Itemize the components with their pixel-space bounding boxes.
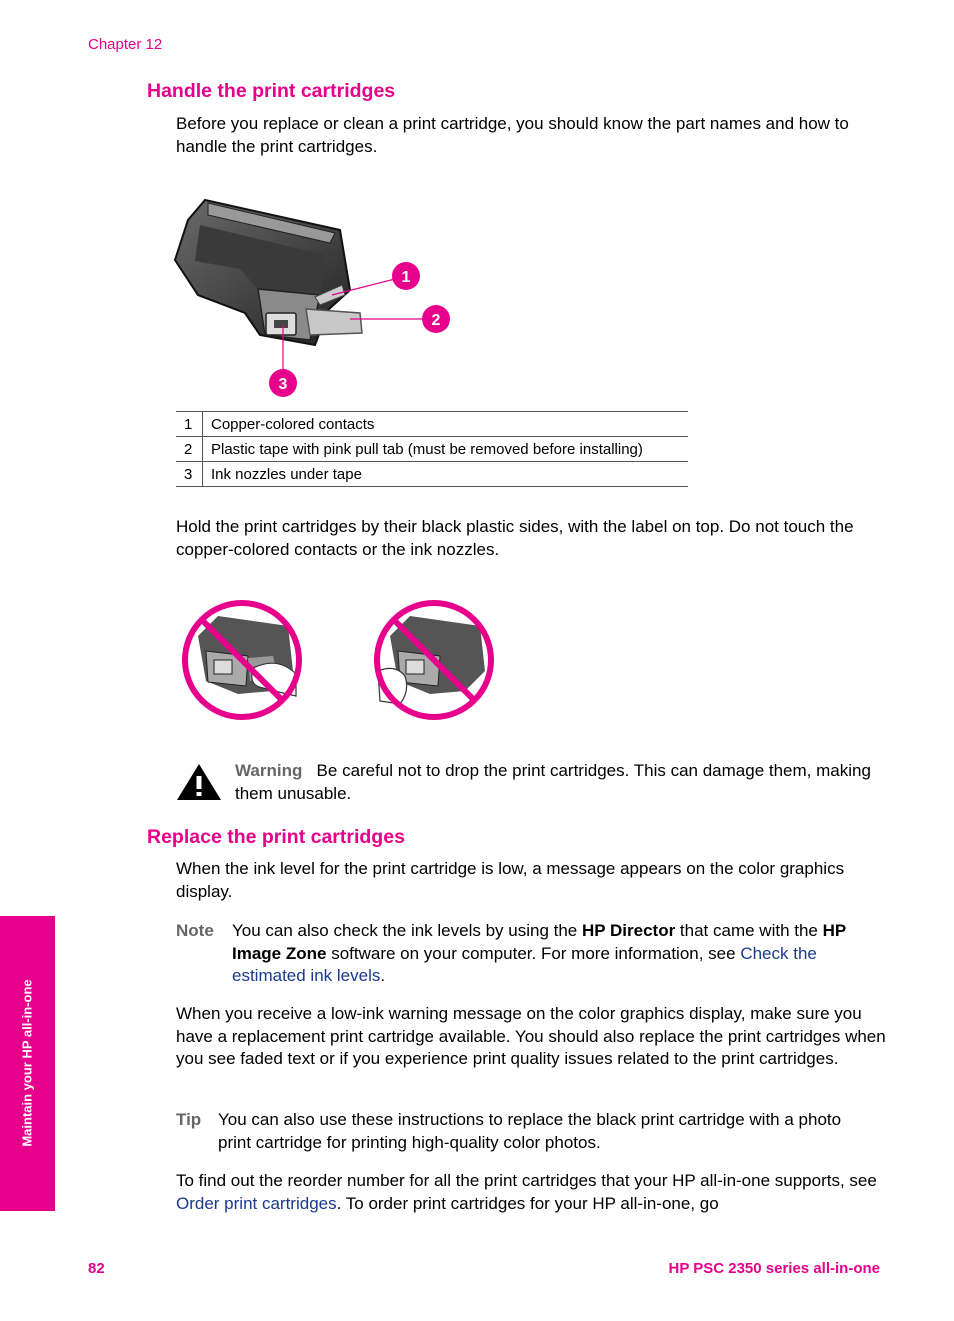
- no-touch-contacts-illustration: [178, 596, 306, 724]
- note-bold-hp-director: HP Director: [581, 921, 676, 940]
- part-description: Ink nozzles under tape: [203, 462, 689, 487]
- no-touch-nozzles-illustration: [370, 596, 498, 724]
- check-ink-levels-link[interactable]: Check the estimated ink levels: [232, 943, 817, 986]
- note-text: software on your computer. For more information, see: [326, 943, 741, 963]
- table-row: [176, 437, 688, 462]
- part-number: 3: [176, 462, 203, 487]
- table-row: [176, 412, 688, 437]
- table-row: [176, 462, 688, 487]
- part-description: Plastic tape with pink pull tab (must be removed before installing): [203, 437, 689, 462]
- part-number: 1: [176, 412, 203, 437]
- side-tab-label: Maintain your HP all-in-one: [19, 979, 35, 1147]
- note-text: that came with the: [675, 921, 823, 940]
- note-text: .: [380, 966, 386, 986]
- parts-table: [176, 411, 688, 487]
- note-text: You can also check the ink levels by using the: [232, 921, 582, 940]
- tip-text: You can also use these instructions to replace the black print cartridge with a photo print cartridge for printing high-quality color photos.: [218, 1110, 842, 1152]
- page-number: 82: [88, 1260, 105, 1277]
- reorder-text: . To order print cartridges for your HP all-in-one, go: [336, 1193, 719, 1213]
- note-bold-hp-image-zone: HP Image Zone: [232, 921, 846, 963]
- svg-text:2: 2: [431, 312, 441, 329]
- warning-block: [235, 760, 885, 805]
- replace-intro-paragraph: When the ink level for the print cartridge is low, a message appears on the color graphics display.: [176, 859, 845, 901]
- order-cartridges-link[interactable]: Order print cartridges: [176, 1193, 337, 1213]
- note-label: Note: [176, 921, 214, 940]
- warning-icon: [176, 762, 222, 802]
- low-ink-paragraph: When you receive a low-ink warning message on the color graphics display, make sure you have a replacement print cartridge available. You should also replace the print cartridges when you see faded text or if you experience print quality issues related to the print cartridges.: [176, 1004, 886, 1069]
- part-number: 2: [176, 437, 203, 462]
- section-title-handle: Handle the print cartridges: [147, 80, 396, 102]
- section-title-replace: Replace the print cartridges: [147, 826, 405, 848]
- footer-product-title: HP PSC 2350 series all-in-one: [668, 1260, 880, 1277]
- warning-label: Warning: [235, 761, 303, 780]
- chapter-label: Chapter 12: [88, 36, 163, 53]
- handling-paragraph: Hold the print cartridges by their black plastic sides, with the label on top. Do not touch the copper-colored contacts or the ink nozzles.: [176, 517, 854, 559]
- intro-paragraph: Before you replace or clean a print cartridge, you should know the part names and how to handle the print cartridges.: [176, 114, 849, 156]
- reorder-text: To find out the reorder number for all the print cartridges that your HP all-in-one supports, see: [176, 1171, 877, 1190]
- part-description: Copper-colored contacts: [203, 412, 689, 437]
- svg-text:3: 3: [278, 376, 288, 393]
- warning-text: Be careful not to drop the print cartridges. This can damage them, making them unusable.: [235, 761, 871, 803]
- svg-text:1: 1: [401, 269, 411, 286]
- reorder-paragraph: [176, 1170, 886, 1215]
- tip-label: Tip: [176, 1110, 202, 1129]
- note-block: [232, 920, 882, 988]
- cartridge-diagram: [170, 185, 460, 400]
